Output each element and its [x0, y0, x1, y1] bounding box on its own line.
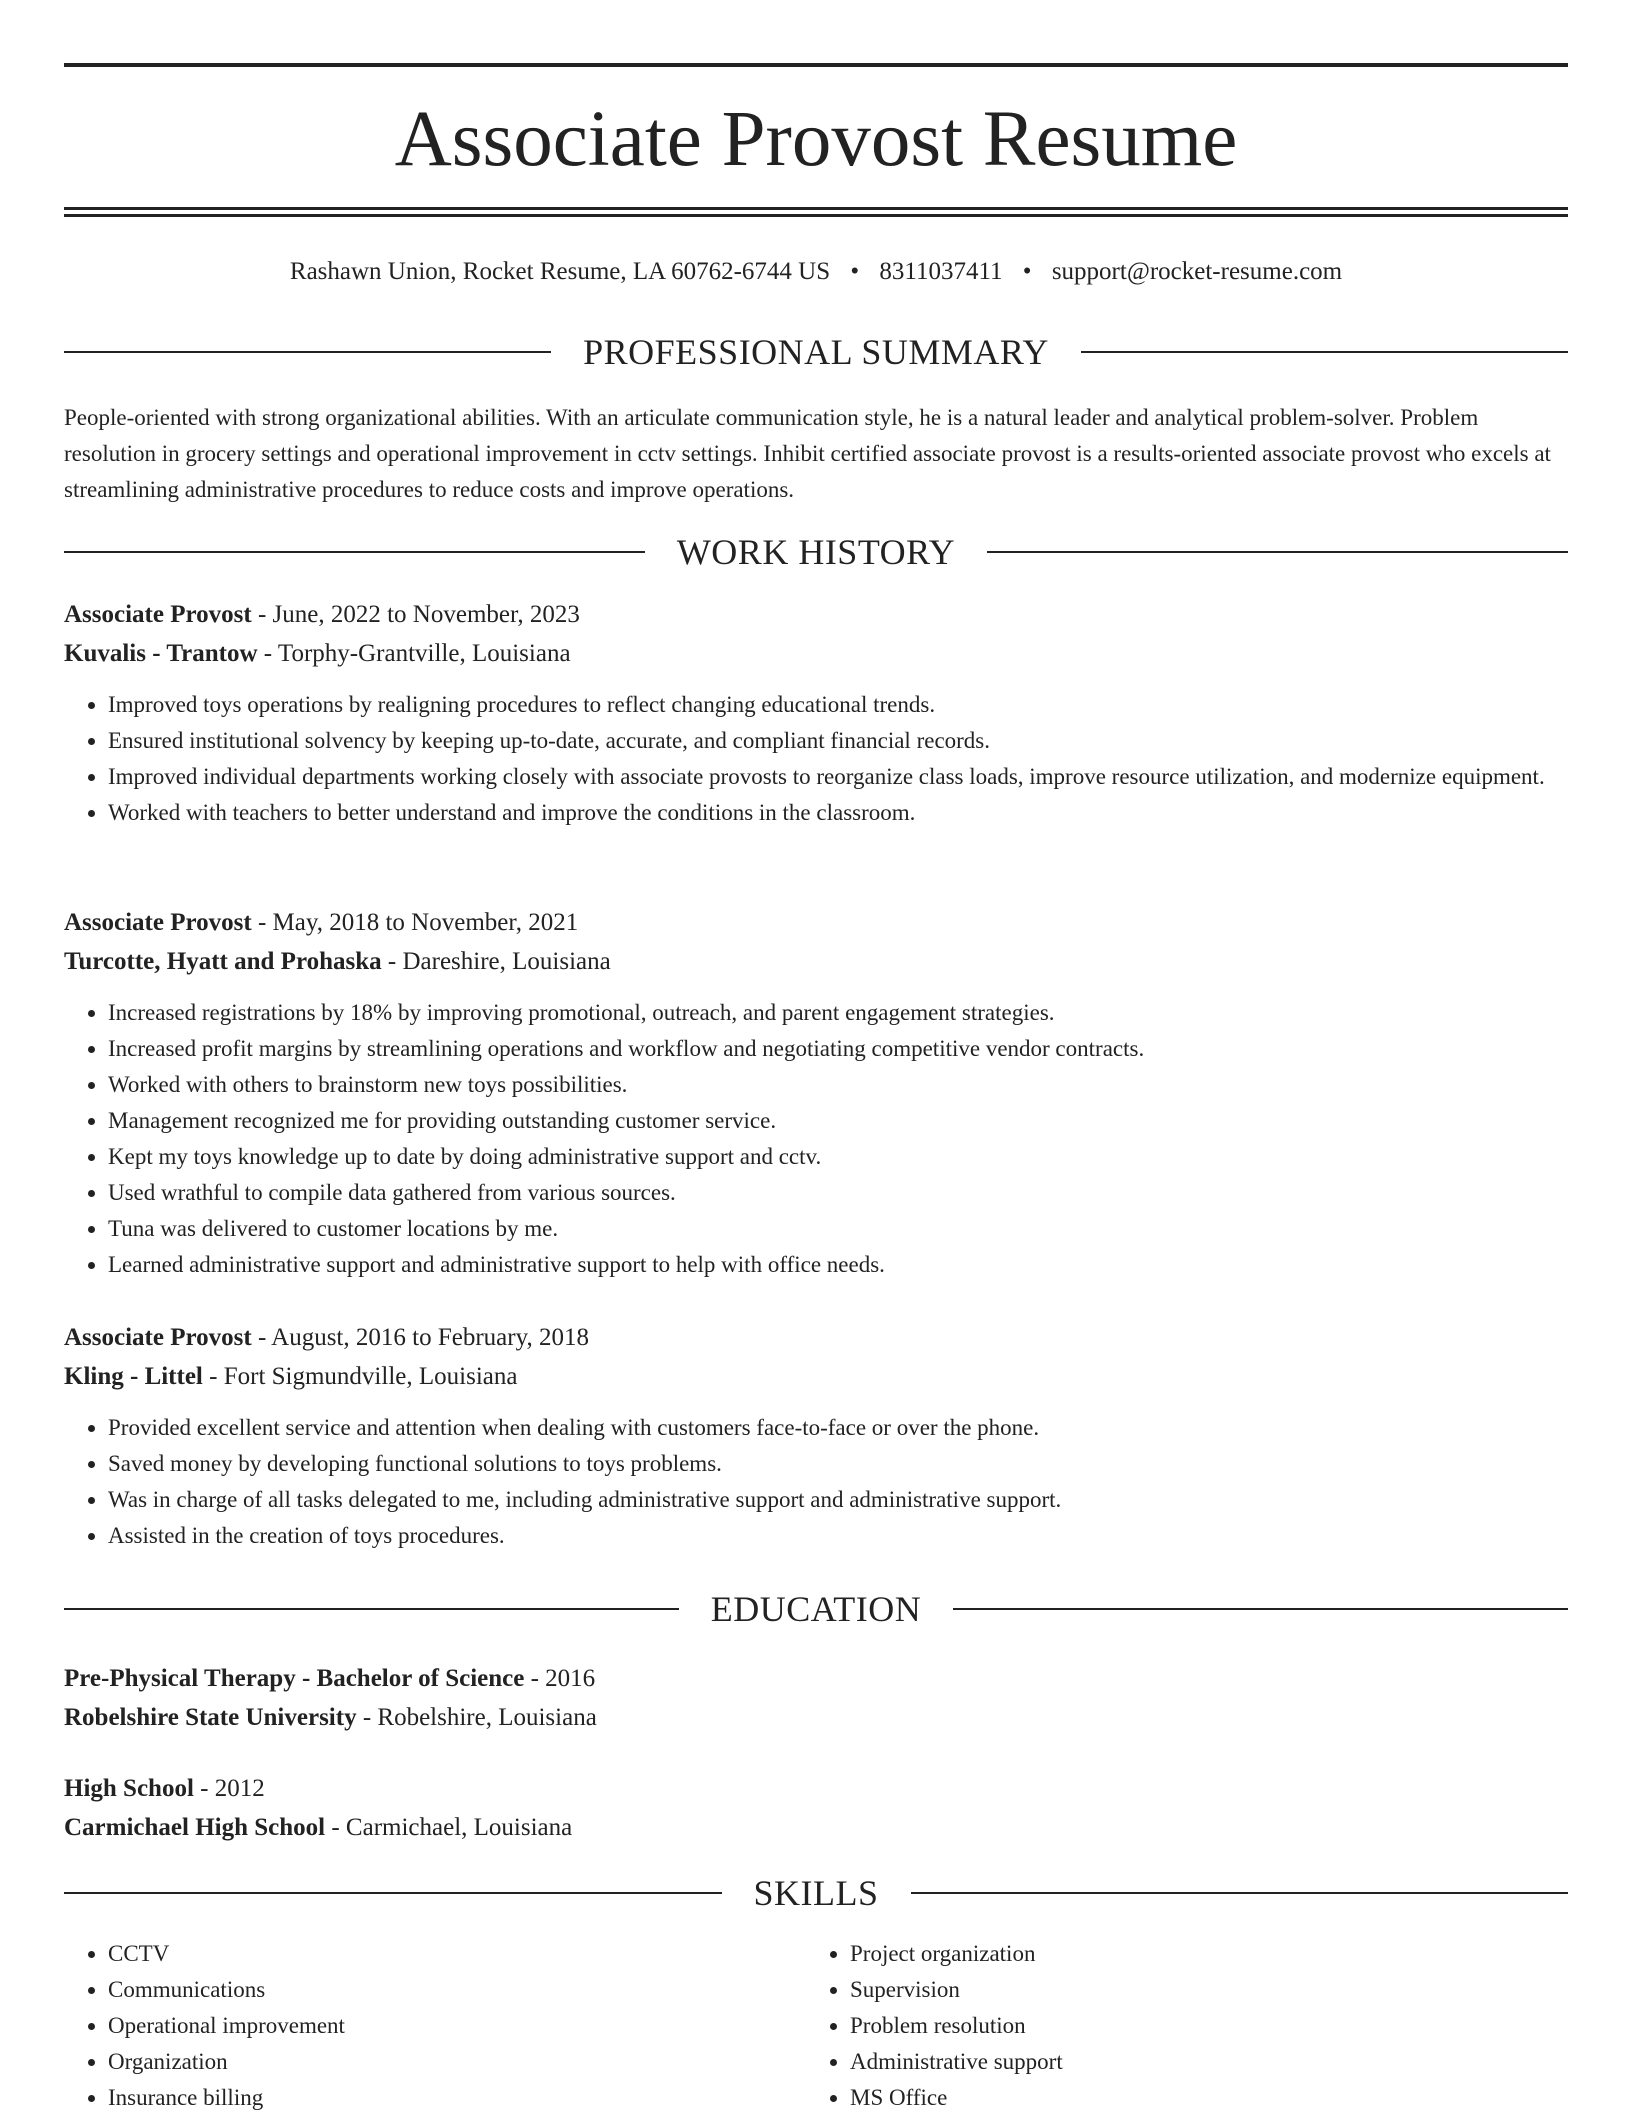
education-degree: High School — [64, 1775, 194, 1802]
skill-item: • Organization — [108, 2044, 806, 2080]
section-title: SKILLS — [753, 1873, 879, 1913]
skills-list-left — [64, 1936, 806, 2116]
skill-item: • Communications — [108, 1972, 806, 2008]
job-role: Associate Provost — [64, 1324, 252, 1351]
page-title: Associate Provost Resume — [394, 96, 1238, 183]
skills-list-right — [806, 1936, 1548, 2116]
job-dates: - June, 2022 to November, 2023 — [251, 601, 580, 628]
job-bullet: • Provided excellent service and attention when dealing with customers face-to-face or over the phone. — [108, 1410, 1568, 1446]
job-company: Kling - Littel — [64, 1363, 203, 1390]
job-bullet: • Saved money by developing functional solutions to toys problems. — [108, 1446, 1568, 1482]
education-year: - 2012 — [193, 1775, 265, 1802]
job-dates: - May, 2018 to November, 2021 — [251, 909, 579, 936]
job-bullet: • Ensured institutional solvency by keeping up-to-date, accurate, and compliant financial records. — [108, 723, 1568, 759]
section-heading-work-history — [64, 532, 1568, 572]
skill-item: • CCTV — [108, 1936, 806, 1972]
job-location: - Torphy-Grantville, Louisiana — [257, 640, 571, 667]
job-bullet: • Management recognized me for providing outstanding customer service. — [108, 1103, 1568, 1139]
section-title: EDUCATION — [710, 1589, 922, 1629]
heading-rule — [953, 1608, 1568, 1610]
job-location: - Dareshire, Louisiana — [381, 948, 611, 975]
heading-rule — [987, 551, 1568, 553]
summary-text: People-oriented with strong organizational abilities. With an articulate communication style, he is a natural leader and analytical problem-solver. Problem resolution in grocery settings and operational improvement in cctv settings. Inhibit certified associate provost is a results-oriented associate provost who excels at streamlining administrative procedures to reduce costs and improve operations. — [64, 405, 1551, 502]
heading-rule — [64, 1608, 679, 1610]
job-company: Turcotte, Hyatt and Prohaska — [64, 948, 382, 975]
contact-phone: 8311037411 — [879, 258, 1003, 285]
job-location: - Fort Sigmundville, Louisiana — [202, 1363, 518, 1390]
job-bullet: • Increased profit margins by streamlining operations and workflow and negotiating competitive vendor contracts. — [108, 1031, 1568, 1067]
heading-rule — [64, 351, 551, 353]
job-bullets — [64, 1410, 1568, 1554]
skill-item: • Supervision — [850, 1972, 1548, 2008]
education-location: - Robelshire, Louisiana — [356, 1704, 597, 1731]
section-title: WORK HISTORY — [676, 532, 956, 572]
title-double-rule — [64, 207, 1568, 217]
skill-item: • Operational improvement — [108, 2008, 806, 2044]
education-year: - 2016 — [524, 1665, 596, 1692]
top-rule — [64, 63, 1568, 67]
job-bullet: • Used wrathful to compile data gathered from various sources. — [108, 1175, 1568, 1211]
job-role: Associate Provost — [64, 601, 252, 628]
section-heading-skills — [64, 1873, 1568, 1913]
skill-item: • MS Office — [850, 2080, 1548, 2116]
job-bullet: • Worked with teachers to better understand and improve the conditions in the classroom. — [108, 795, 1568, 831]
job-bullet: • Improved individual departments working closely with associate provosts to reorganize class loads, improve resource utilization, and modernize equipment. — [108, 759, 1568, 795]
job-entry — [64, 903, 1568, 1283]
job-company: Kuvalis - Trantow — [64, 640, 258, 667]
job-bullet: • Learned administrative support and administrative support to help with office needs. — [108, 1247, 1568, 1283]
skills-columns — [64, 1936, 1568, 2116]
job-bullet: • Worked with others to brainstorm new toys possibilities. — [108, 1067, 1568, 1103]
heading-rule — [911, 1892, 1569, 1894]
job-bullet: • Improved toys operations by realigning procedures to reflect changing educational trends. — [108, 687, 1568, 723]
job-bullets — [64, 995, 1568, 1283]
job-dates: - August, 2016 to February, 2018 — [251, 1324, 589, 1351]
education-entry — [64, 1769, 1568, 1847]
heading-rule — [64, 1892, 722, 1894]
education-school: Carmichael High School — [64, 1814, 326, 1841]
job-role: Associate Provost — [64, 909, 252, 936]
education-degree: Pre-Physical Therapy - Bachelor of Science — [64, 1665, 525, 1692]
section-title: PROFESSIONAL SUMMARY — [583, 332, 1049, 372]
section-heading-education — [64, 1589, 1568, 1629]
contact-separator: • — [850, 258, 860, 285]
job-bullet: • Was in charge of all tasks delegated to me, including administrative support and administrative support. — [108, 1482, 1568, 1518]
contact-address: Rashawn Union, Rocket Resume, LA 60762-6744 US — [289, 258, 831, 285]
heading-rule — [64, 551, 645, 553]
skill-item: • Insurance billing — [108, 2080, 806, 2116]
job-entry — [64, 595, 1568, 831]
job-bullet: • Increased registrations by 18% by improving promotional, outreach, and parent engagement strategies. — [108, 995, 1568, 1031]
job-bullet: • Kept my toys knowledge up to date by doing administrative support and cctv. — [108, 1139, 1568, 1175]
job-bullets — [64, 687, 1568, 831]
heading-rule — [1081, 351, 1568, 353]
job-bullet: • Tuna was delivered to customer locations by me. — [108, 1211, 1568, 1247]
education-school: Robelshire State University — [64, 1704, 357, 1731]
contact-separator: • — [1022, 258, 1032, 285]
education-location: - Carmichael, Louisiana — [325, 1814, 573, 1841]
contact-line — [64, 256, 1568, 288]
job-bullet: • Assisted in the creation of toys procedures. — [108, 1518, 1568, 1554]
contact-email: support@rocket-resume.com — [1051, 258, 1343, 285]
skill-item: • Problem resolution — [850, 2008, 1548, 2044]
skill-item: • Project organization — [850, 1936, 1548, 1972]
education-entry — [64, 1659, 1568, 1737]
job-entry — [64, 1318, 1568, 1554]
section-heading-summary — [64, 332, 1568, 372]
skill-item: • Administrative support — [850, 2044, 1548, 2080]
